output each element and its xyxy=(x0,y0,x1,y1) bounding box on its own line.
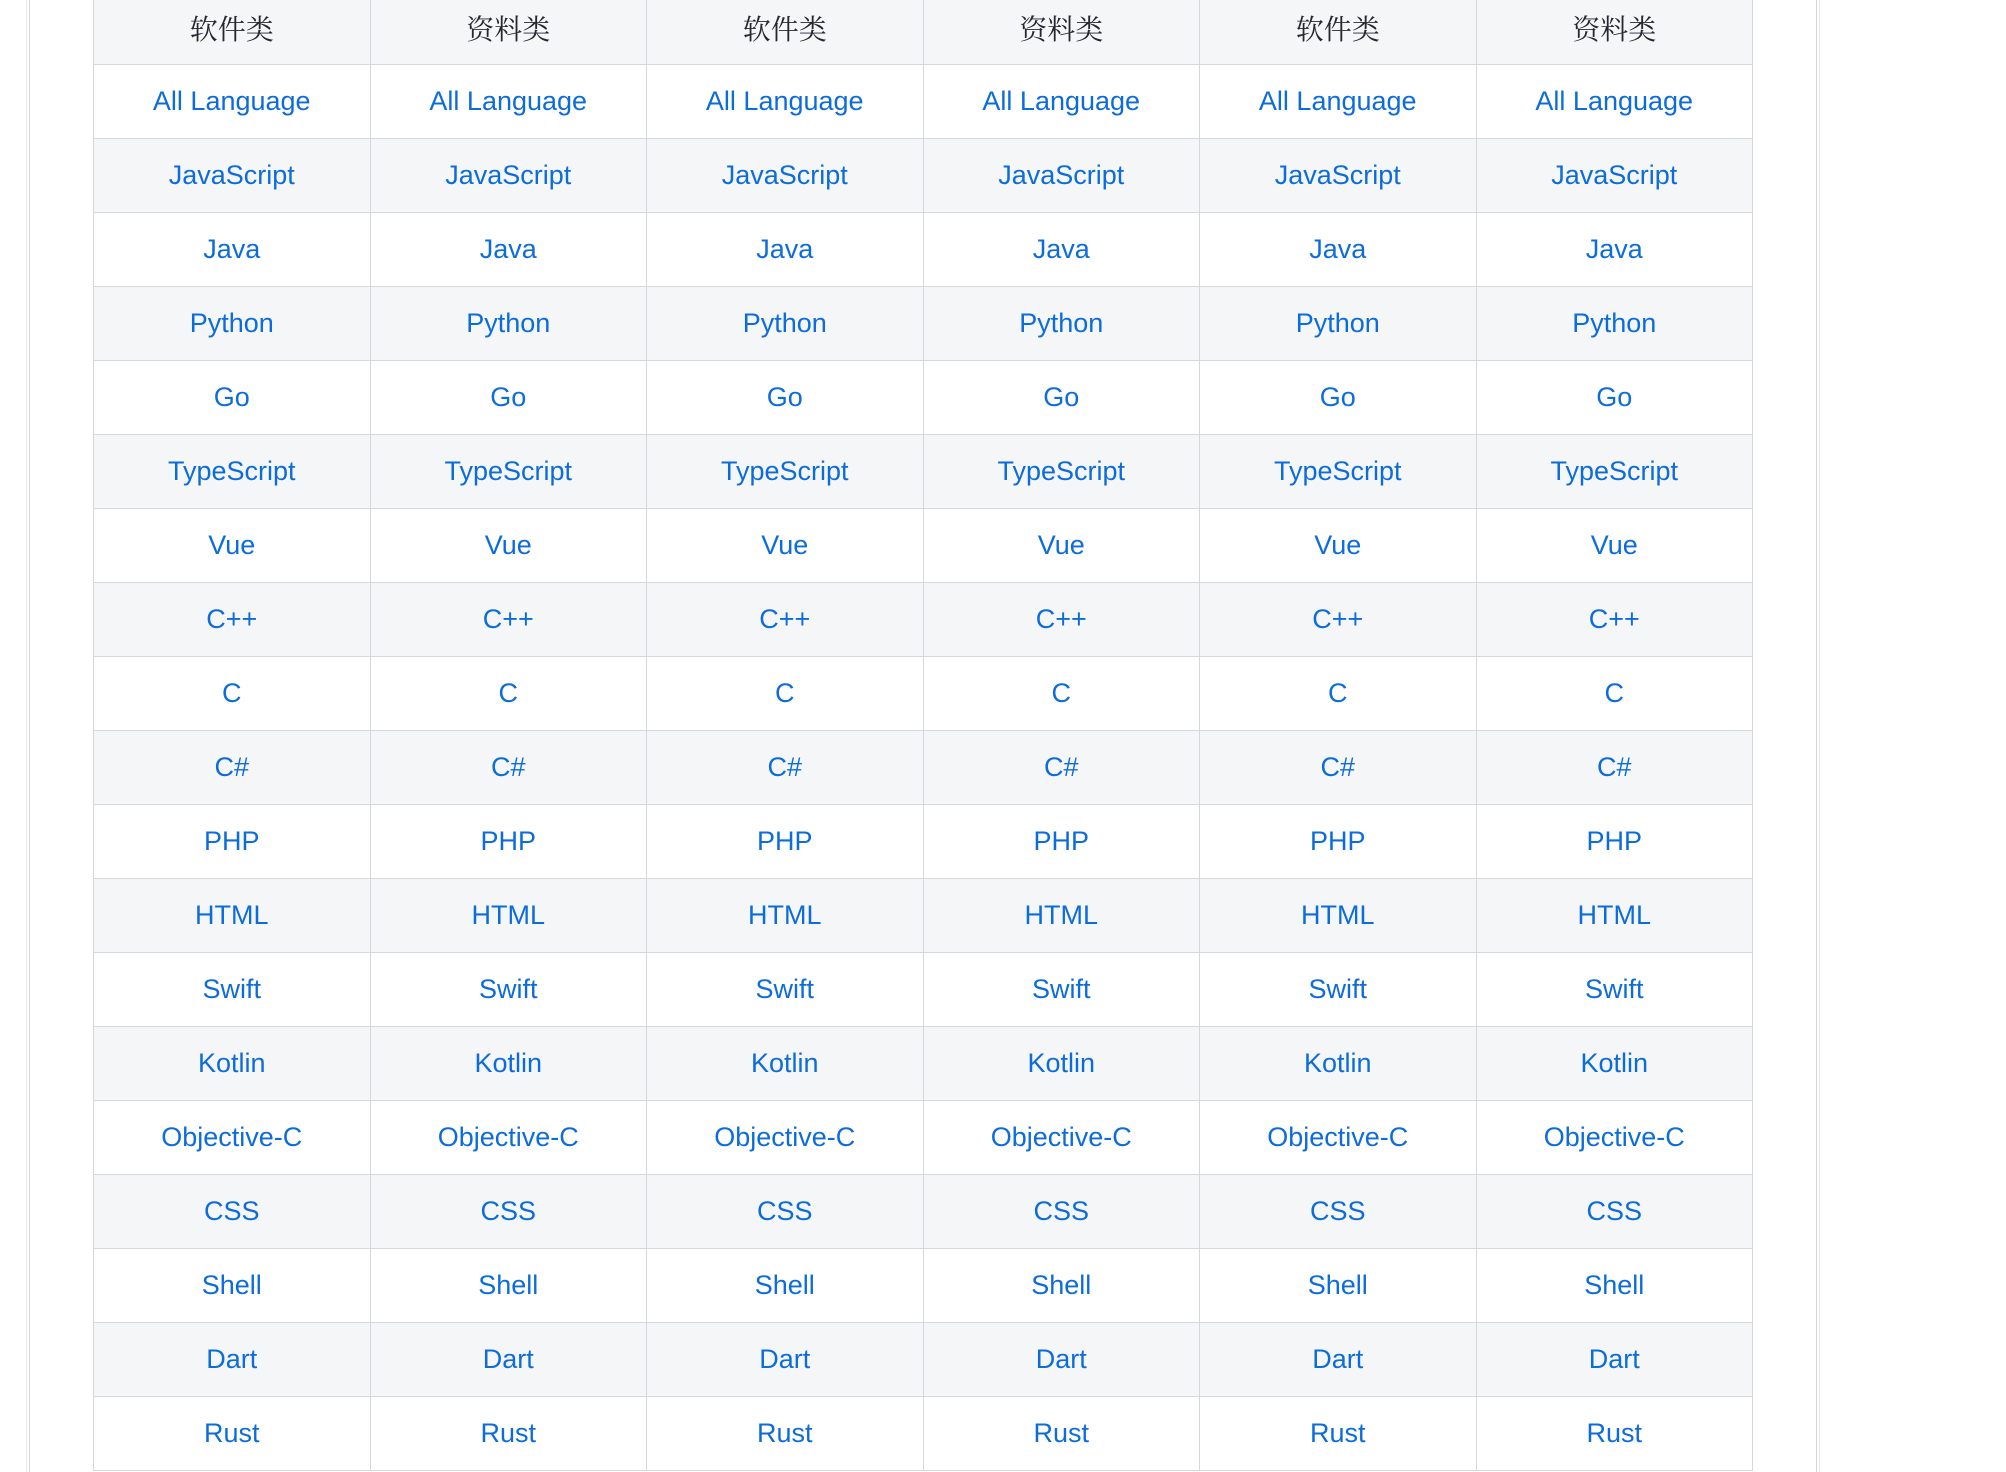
language-cell xyxy=(647,953,924,1027)
language-link[interactable]: Java xyxy=(1585,234,1643,264)
language-cell xyxy=(647,213,924,287)
language-cell xyxy=(647,287,924,361)
language-link[interactable]: Objective-C xyxy=(161,1122,303,1152)
column-header-resources-3: 资料类 xyxy=(1476,0,1753,65)
language-link[interactable]: Vue xyxy=(761,530,809,560)
language-link[interactable]: Vue xyxy=(208,530,256,560)
language-link[interactable]: Swift xyxy=(202,974,261,1004)
language-link[interactable]: Python xyxy=(1572,308,1657,338)
language-cell xyxy=(1200,213,1477,287)
language-cell xyxy=(647,1397,924,1471)
language-link[interactable]: JavaScript xyxy=(998,160,1125,190)
language-cell xyxy=(1476,805,1753,879)
language-link[interactable]: JavaScript xyxy=(1551,160,1678,190)
language-cell xyxy=(647,1323,924,1397)
column-header-resources-1: 资料类 xyxy=(370,0,647,65)
language-cell xyxy=(94,509,371,583)
language-cell xyxy=(923,879,1200,953)
language-link[interactable]: JavaScript xyxy=(445,160,572,190)
language-link[interactable]: Kotlin xyxy=(1580,1048,1649,1078)
language-cell xyxy=(94,1249,371,1323)
language-cell xyxy=(1200,1027,1477,1101)
language-cell xyxy=(923,435,1200,509)
table-body xyxy=(94,65,1753,1471)
language-cell xyxy=(370,509,647,583)
language-cell xyxy=(94,1101,371,1175)
language-cell xyxy=(370,1027,647,1101)
language-cell xyxy=(370,731,647,805)
language-cell xyxy=(1476,583,1753,657)
language-cell xyxy=(94,1397,371,1471)
language-link[interactable]: Rust xyxy=(203,1418,260,1448)
language-link[interactable]: Dart xyxy=(482,1344,534,1374)
table-row xyxy=(94,583,1753,657)
table-row xyxy=(94,805,1753,879)
language-cell xyxy=(647,805,924,879)
language-link[interactable]: All Language xyxy=(152,86,311,116)
language-cell xyxy=(923,139,1200,213)
language-cell xyxy=(1200,361,1477,435)
language-link[interactable]: Dart xyxy=(759,1344,811,1374)
language-cell xyxy=(647,361,924,435)
language-cell xyxy=(370,1101,647,1175)
language-cell xyxy=(1476,213,1753,287)
language-cell xyxy=(923,287,1200,361)
language-link[interactable]: CSS xyxy=(1586,1196,1643,1226)
table-row xyxy=(94,65,1753,139)
language-cell xyxy=(1476,1175,1753,1249)
column-header-resources-2: 资料类 xyxy=(923,0,1200,65)
table-row xyxy=(94,1397,1753,1471)
table-row xyxy=(94,731,1753,805)
language-link[interactable]: PHP xyxy=(480,826,537,856)
language-link[interactable]: TypeScript xyxy=(167,456,296,486)
language-link[interactable]: Objective-C xyxy=(1267,1122,1409,1152)
language-cell xyxy=(1476,1027,1753,1101)
language-cell xyxy=(923,1249,1200,1323)
language-link[interactable]: Kotlin xyxy=(197,1048,266,1078)
language-link[interactable]: TypeScript xyxy=(720,456,849,486)
language-link[interactable]: Vue xyxy=(484,530,532,560)
language-link[interactable]: HTML xyxy=(1577,900,1651,930)
language-cell xyxy=(1200,879,1477,953)
language-cell xyxy=(1200,583,1477,657)
language-cell xyxy=(1200,139,1477,213)
table-row xyxy=(94,1323,1753,1397)
language-cell xyxy=(1476,1323,1753,1397)
language-cell xyxy=(1200,287,1477,361)
language-cell xyxy=(1476,65,1753,139)
language-link[interactable]: C++ xyxy=(1035,604,1087,634)
language-link[interactable]: Java xyxy=(479,234,537,264)
language-link[interactable]: Kotlin xyxy=(1303,1048,1372,1078)
language-cell xyxy=(370,1323,647,1397)
language-link[interactable]: All Language xyxy=(705,86,864,116)
language-link[interactable]: CSS xyxy=(480,1196,537,1226)
language-cell xyxy=(1200,731,1477,805)
language-link[interactable]: C# xyxy=(767,752,802,782)
language-cell xyxy=(370,1175,647,1249)
language-link[interactable]: Rust xyxy=(756,1418,813,1448)
language-cell xyxy=(923,1027,1200,1101)
language-link[interactable]: CSS xyxy=(1309,1196,1366,1226)
language-cell xyxy=(647,139,924,213)
language-cell xyxy=(923,361,1200,435)
language-link[interactable]: C xyxy=(498,678,518,708)
language-link[interactable]: Python xyxy=(1295,308,1380,338)
language-cell xyxy=(1476,953,1753,1027)
language-cell xyxy=(923,65,1200,139)
language-link[interactable]: PHP xyxy=(1586,826,1643,856)
language-cell xyxy=(94,953,371,1027)
language-cell xyxy=(1476,657,1753,731)
column-header-software-3: 软件类 xyxy=(1200,0,1477,65)
language-cell xyxy=(647,1175,924,1249)
language-link[interactable]: Go xyxy=(1596,382,1633,412)
language-link[interactable]: C++ xyxy=(1312,604,1364,634)
language-cell xyxy=(94,435,371,509)
language-link[interactable]: Vue xyxy=(1590,530,1638,560)
language-cell xyxy=(94,139,371,213)
language-cell xyxy=(1476,435,1753,509)
language-link[interactable]: Shell xyxy=(1307,1270,1368,1300)
language-link[interactable]: C# xyxy=(490,752,526,782)
language-cell xyxy=(923,1175,1200,1249)
language-link[interactable]: Rust xyxy=(1586,1418,1643,1448)
language-link[interactable]: Kotlin xyxy=(474,1048,543,1078)
language-link[interactable]: All Language xyxy=(429,86,588,116)
language-cell xyxy=(1476,731,1753,805)
language-cell xyxy=(370,287,647,361)
table-header xyxy=(94,0,1753,65)
language-cell xyxy=(647,65,924,139)
language-cell xyxy=(94,287,371,361)
language-cell xyxy=(370,953,647,1027)
content-column xyxy=(26,0,1820,1472)
language-link[interactable]: HTML xyxy=(1024,900,1098,930)
language-cell xyxy=(1200,65,1477,139)
language-link[interactable]: Java xyxy=(756,234,814,264)
language-link[interactable]: C++ xyxy=(482,604,534,634)
table-row xyxy=(94,953,1753,1027)
language-link[interactable]: C xyxy=(222,678,242,708)
language-cell xyxy=(1200,1101,1477,1175)
language-link[interactable]: Rust xyxy=(1309,1418,1366,1448)
language-cell xyxy=(1476,509,1753,583)
table-row xyxy=(94,509,1753,583)
language-link[interactable]: PHP xyxy=(1309,826,1366,856)
language-link[interactable]: Vue xyxy=(1314,530,1362,560)
language-link[interactable]: Objective-C xyxy=(437,1122,579,1152)
language-cell xyxy=(1200,1397,1477,1471)
language-cell xyxy=(94,213,371,287)
language-cell xyxy=(1200,1249,1477,1323)
language-link[interactable]: Go xyxy=(213,382,250,412)
language-category-table xyxy=(93,0,1753,1471)
language-link[interactable]: Go xyxy=(1043,382,1080,412)
table-row xyxy=(94,657,1753,731)
language-cell xyxy=(370,879,647,953)
language-link[interactable]: Objective-C xyxy=(1543,1122,1685,1152)
language-link[interactable]: TypeScript xyxy=(444,456,573,486)
language-cell xyxy=(923,1323,1200,1397)
language-cell xyxy=(923,953,1200,1027)
language-link[interactable]: PHP xyxy=(756,826,813,856)
table-row xyxy=(94,213,1753,287)
language-cell xyxy=(647,1249,924,1323)
language-link[interactable]: C xyxy=(1604,678,1624,708)
language-cell xyxy=(370,1397,647,1471)
table-row xyxy=(94,1175,1753,1249)
language-cell xyxy=(1200,509,1477,583)
language-link[interactable]: Rust xyxy=(1033,1418,1090,1448)
table-row xyxy=(94,139,1753,213)
language-link[interactable]: Java xyxy=(1032,234,1090,264)
table-row xyxy=(94,1101,1753,1175)
language-link[interactable]: CSS xyxy=(203,1196,260,1226)
language-link[interactable]: C# xyxy=(1320,752,1355,782)
language-link[interactable]: C# xyxy=(214,752,249,782)
language-link[interactable]: JavaScript xyxy=(168,160,295,190)
content-card xyxy=(29,0,1817,1472)
language-cell xyxy=(1200,1175,1477,1249)
language-link[interactable]: Go xyxy=(490,382,527,412)
language-cell xyxy=(1200,805,1477,879)
language-cell xyxy=(923,583,1200,657)
language-cell xyxy=(370,1249,647,1323)
table-row xyxy=(94,435,1753,509)
language-link[interactable]: Go xyxy=(766,382,803,412)
language-link[interactable]: TypeScript xyxy=(997,456,1126,486)
language-link[interactable]: Swift xyxy=(1308,974,1367,1004)
language-cell xyxy=(94,657,371,731)
language-cell xyxy=(647,1101,924,1175)
language-link[interactable]: Dart xyxy=(1312,1344,1364,1374)
table-row xyxy=(94,879,1753,953)
column-header-software-2: 软件类 xyxy=(647,0,924,65)
language-link[interactable]: Rust xyxy=(480,1418,537,1448)
language-cell xyxy=(1200,1323,1477,1397)
language-link[interactable]: Shell xyxy=(754,1270,815,1300)
language-link[interactable]: All Language xyxy=(1258,86,1417,116)
table-row xyxy=(94,361,1753,435)
language-link[interactable]: JavaScript xyxy=(721,160,848,190)
language-link[interactable]: Python xyxy=(466,308,551,338)
language-cell xyxy=(1476,1249,1753,1323)
language-cell xyxy=(94,65,371,139)
table-row xyxy=(94,287,1753,361)
language-link[interactable]: JavaScript xyxy=(1274,160,1401,190)
language-cell xyxy=(94,1027,371,1101)
language-link[interactable]: All Language xyxy=(982,86,1141,116)
language-link[interactable]: Swift xyxy=(1584,974,1644,1004)
language-link[interactable]: Swift xyxy=(1031,974,1091,1004)
language-link[interactable]: Shell xyxy=(478,1270,539,1300)
language-cell xyxy=(1476,1101,1753,1175)
language-cell xyxy=(647,731,924,805)
language-cell xyxy=(94,583,371,657)
language-link[interactable]: Kotlin xyxy=(1027,1048,1096,1078)
header-row xyxy=(94,0,1753,65)
language-cell xyxy=(370,139,647,213)
language-cell xyxy=(94,879,371,953)
language-link[interactable]: Vue xyxy=(1037,530,1085,560)
language-cell xyxy=(370,435,647,509)
language-cell xyxy=(647,879,924,953)
language-cell xyxy=(647,583,924,657)
language-cell xyxy=(923,1101,1200,1175)
language-link[interactable]: TypeScript xyxy=(1273,456,1402,486)
language-link[interactable]: Swift xyxy=(478,974,538,1004)
language-link[interactable]: CSS xyxy=(756,1196,813,1226)
language-link[interactable]: HTML xyxy=(471,900,545,930)
language-link[interactable]: Shell xyxy=(1031,1270,1092,1300)
language-link[interactable]: HTML xyxy=(748,900,822,930)
language-link[interactable]: C xyxy=(775,678,795,708)
language-cell xyxy=(94,1175,371,1249)
language-link[interactable]: Objective-C xyxy=(990,1122,1132,1152)
language-cell xyxy=(647,509,924,583)
language-link[interactable]: Shell xyxy=(1584,1270,1645,1300)
column-header-software-1: 软件类 xyxy=(94,0,371,65)
language-link[interactable]: Shell xyxy=(201,1270,262,1300)
language-link[interactable]: Dart xyxy=(1588,1344,1640,1374)
language-link[interactable]: Java xyxy=(1309,234,1367,264)
table-row xyxy=(94,1249,1753,1323)
table-row xyxy=(94,1027,1753,1101)
language-link[interactable]: HTML xyxy=(195,900,269,930)
language-cell xyxy=(1476,361,1753,435)
language-cell xyxy=(923,509,1200,583)
language-link[interactable]: C xyxy=(1051,678,1071,708)
language-link[interactable]: Java xyxy=(203,234,261,264)
language-cell xyxy=(923,731,1200,805)
language-link[interactable]: Swift xyxy=(755,974,814,1004)
language-cell xyxy=(923,805,1200,879)
language-cell xyxy=(370,213,647,287)
language-cell xyxy=(923,657,1200,731)
language-cell xyxy=(1476,139,1753,213)
language-link[interactable]: C# xyxy=(1596,752,1632,782)
language-link[interactable]: HTML xyxy=(1301,900,1375,930)
language-cell xyxy=(370,583,647,657)
language-link[interactable]: CSS xyxy=(1033,1196,1090,1226)
language-cell xyxy=(94,361,371,435)
language-link[interactable]: TypeScript xyxy=(1550,456,1679,486)
language-cell xyxy=(647,1027,924,1101)
language-link[interactable]: Python xyxy=(1019,308,1104,338)
language-link[interactable]: All Language xyxy=(1535,86,1694,116)
language-cell xyxy=(923,213,1200,287)
language-link[interactable]: C++ xyxy=(759,604,811,634)
language-cell xyxy=(647,435,924,509)
language-cell xyxy=(370,657,647,731)
language-link[interactable]: Kotlin xyxy=(750,1048,819,1078)
language-cell xyxy=(94,805,371,879)
language-cell xyxy=(1200,435,1477,509)
language-cell xyxy=(370,65,647,139)
language-link[interactable]: C++ xyxy=(1588,604,1640,634)
language-link[interactable]: Python xyxy=(189,308,274,338)
language-link[interactable]: PHP xyxy=(1033,826,1090,856)
language-cell xyxy=(94,1323,371,1397)
language-cell xyxy=(1476,879,1753,953)
language-cell xyxy=(370,805,647,879)
language-cell xyxy=(923,1397,1200,1471)
language-link[interactable]: Dart xyxy=(1035,1344,1087,1374)
language-link[interactable]: C xyxy=(1328,678,1348,708)
language-cell xyxy=(1200,657,1477,731)
language-cell xyxy=(94,731,371,805)
language-cell xyxy=(1476,287,1753,361)
language-link[interactable]: Go xyxy=(1319,382,1356,412)
language-cell xyxy=(1476,1397,1753,1471)
language-link[interactable]: C# xyxy=(1043,752,1079,782)
language-cell xyxy=(1200,953,1477,1027)
language-cell xyxy=(370,361,647,435)
language-link[interactable]: PHP xyxy=(203,826,260,856)
language-link[interactable]: Objective-C xyxy=(714,1122,856,1152)
language-link[interactable]: Dart xyxy=(206,1344,258,1374)
language-link[interactable]: C++ xyxy=(206,604,258,634)
language-cell xyxy=(647,657,924,731)
language-link[interactable]: Python xyxy=(742,308,827,338)
